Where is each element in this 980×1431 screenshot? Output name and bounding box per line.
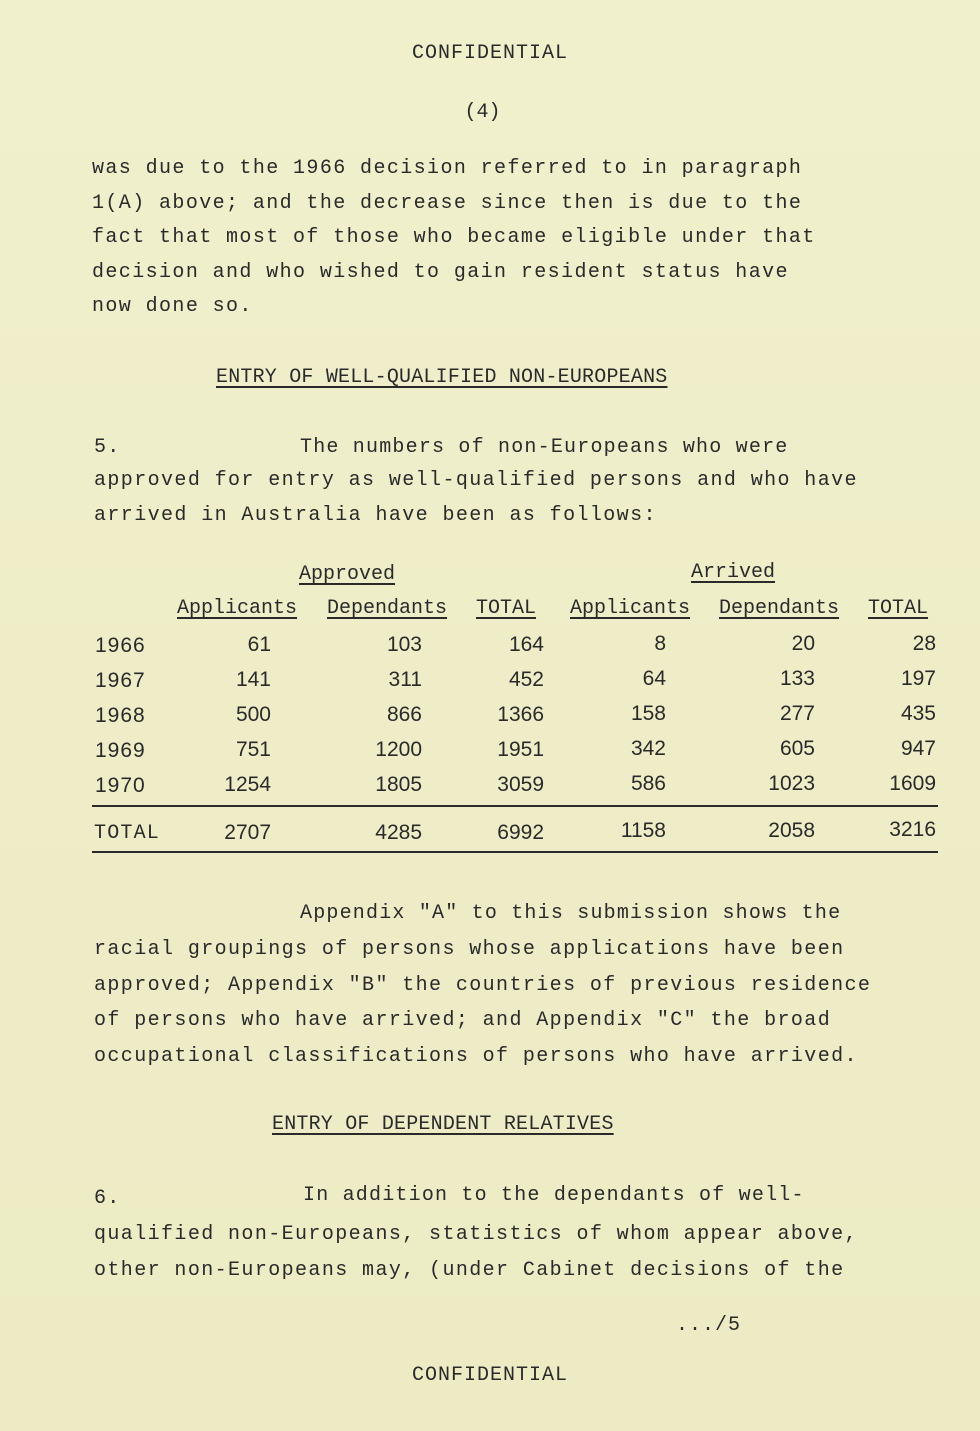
- column-header-arrived-applicants: Applicants: [570, 597, 691, 620]
- continuation-marker: .../5: [676, 1314, 742, 1337]
- table-cell: 61: [247, 633, 271, 656]
- table-cell: 1158: [620, 819, 666, 842]
- paragraph-line: approved; Appendix "B" the countries of previous residence: [94, 973, 872, 997]
- column-header-approved-total: TOTAL: [476, 597, 537, 620]
- paragraph-line: other non-Europeans may, (under Cabinet decisions of the: [94, 1259, 845, 1282]
- table-cell: 1805: [375, 773, 422, 796]
- table-cell: 4285: [375, 821, 422, 844]
- table-cell: 158: [630, 702, 666, 725]
- table-cell: 277: [779, 702, 815, 725]
- paragraph-5-first-line: The numbers of non-Europeans who were: [300, 436, 789, 459]
- table-cell: 500: [235, 703, 271, 726]
- table-rule-top: [92, 805, 938, 807]
- page-number: (4): [464, 101, 501, 124]
- paragraph-5-body: [94, 464, 858, 533]
- table-cell: 947: [900, 737, 936, 760]
- paragraph-6-body: [94, 1217, 858, 1289]
- table-cell: 3216: [889, 818, 936, 841]
- total-row-label: TOTAL: [94, 822, 161, 845]
- table-cell: 28: [912, 632, 936, 655]
- table-cell: 1609: [889, 772, 936, 795]
- table-cell: 64: [642, 667, 666, 690]
- table-row-year: 1969: [95, 739, 146, 762]
- table-cell: 342: [630, 737, 666, 760]
- table-cell: 133: [779, 667, 815, 690]
- column-header-approved-applicants: Applicants: [177, 597, 298, 620]
- table-rule-bottom: [92, 851, 938, 853]
- table-cell: 605: [779, 737, 815, 760]
- classification-header: CONFIDENTIAL: [411, 42, 569, 65]
- section-heading-well-qualified: ENTRY OF WELL-QUALIFIED NON-EUROPEANS: [216, 366, 668, 389]
- table-cell: 3059: [497, 773, 544, 796]
- table-cell: 103: [386, 633, 422, 656]
- table-cell: 435: [900, 702, 936, 725]
- paragraph-line: qualified non-Europeans, statistics of whom appear above,: [94, 1223, 858, 1246]
- group-header-approved: Approved: [299, 563, 396, 586]
- appendix-paragraph-body: [94, 932, 871, 1074]
- paragraph-line: now done so.: [92, 295, 253, 318]
- table-cell: 141: [235, 668, 271, 691]
- paragraph-line: was due to the 1966 decision referred to in paragraph: [92, 157, 803, 180]
- column-header-arrived-dependants: Dependants: [719, 597, 840, 620]
- table-row-year: 1970: [95, 774, 146, 797]
- group-header-arrived: Arrived: [691, 561, 776, 584]
- paragraph-line: of persons who have arrived; and Appendix "C" the broad: [94, 1009, 832, 1032]
- paragraph-line: arrived in Australia have been as follows:: [94, 503, 657, 527]
- section-heading-dependent-relatives: ENTRY OF DEPENDENT RELATIVES: [272, 1113, 614, 1136]
- table-row-year: 1967: [95, 669, 146, 692]
- table-row-year: 1966: [95, 634, 146, 657]
- column-header-arrived-total: TOTAL: [868, 597, 929, 620]
- paragraph-line: 1(A) above; and the decrease since then is due to the: [92, 191, 803, 215]
- table-cell: 751: [235, 738, 271, 761]
- table-cell: 1200: [375, 738, 422, 761]
- table-cell: 20: [791, 632, 815, 655]
- table-cell: 866: [386, 703, 422, 726]
- paragraph-line: occupational classifications of persons who have arrived.: [94, 1044, 858, 1068]
- column-header-approved-dependants: Dependants: [327, 597, 448, 620]
- table-cell: 1254: [224, 773, 271, 796]
- table-cell: 8: [654, 632, 666, 655]
- paragraph-line: racial groupings of persons whose applications have been: [94, 938, 845, 961]
- table-cell: 2707: [224, 821, 271, 844]
- paragraph-number-6: 6.: [94, 1187, 121, 1210]
- table-cell: 311: [388, 668, 422, 691]
- table-cell: 6992: [497, 821, 544, 844]
- paragraph-number-5: 5.: [94, 436, 121, 459]
- paragraph-6-first-line: In addition to the dependants of well-: [303, 1184, 805, 1207]
- paragraph-line: fact that most of those who became eligible under that: [92, 226, 816, 249]
- table-cell: 197: [900, 667, 936, 690]
- classification-footer: CONFIDENTIAL: [411, 1364, 569, 1387]
- table-cell: 1951: [497, 738, 544, 761]
- paragraph-line: decision and who wished to gain resident status have: [92, 260, 789, 284]
- table-cell: 452: [508, 668, 544, 691]
- table-row-year: 1968: [95, 704, 146, 727]
- paragraph-line: approved for entry as well-qualified persons and who have: [94, 469, 858, 492]
- intro-paragraph: [92, 152, 816, 325]
- table-cell: 164: [508, 633, 544, 656]
- table-cell: 1023: [768, 772, 815, 795]
- appendix-paragraph-first-line: Appendix "A" to this submission shows the: [300, 902, 842, 925]
- table-cell: 1366: [497, 703, 544, 726]
- table-cell: 2058: [768, 819, 815, 842]
- table-cell: 586: [630, 772, 666, 795]
